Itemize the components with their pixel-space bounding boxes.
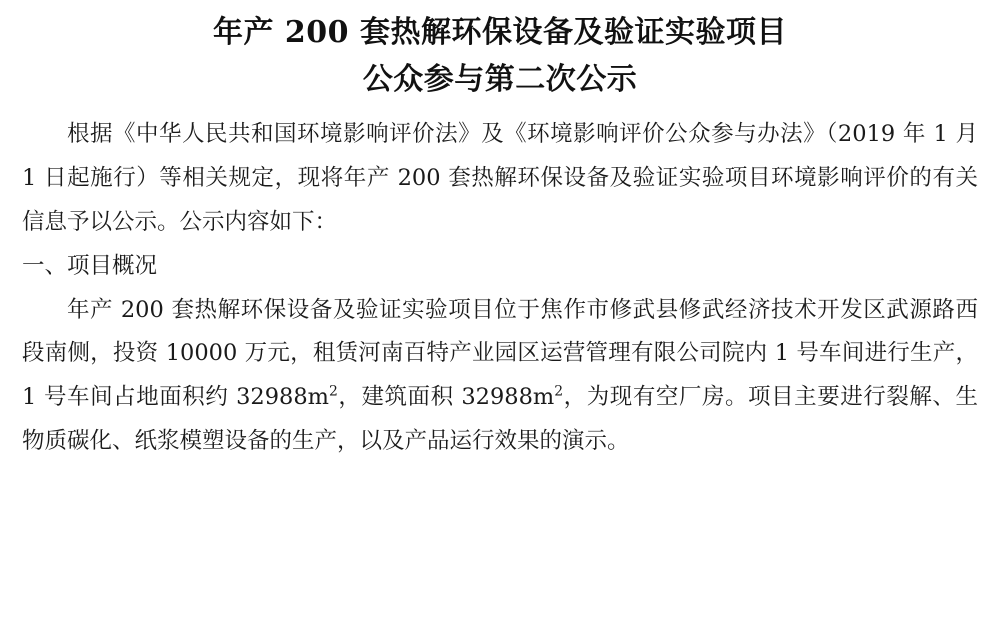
project-overview-part-1: 年产 200 套热解环保设备及验证实验项目位于焦作市修武县修武经济技术开发区武源路西段南侧，投资 10000 万元，租赁河南百特产业园区运营管理有限公司院内 1 号车间进行生产，1 号车间占地面积约 32988m	[22, 296, 978, 411]
area-superscript-2: 2	[554, 383, 564, 400]
page-title-line-2: 公众参与第二次公示	[362, 61, 638, 97]
page-title-line-1: 年产 200 套热解环保设备及验证实验项目	[212, 15, 787, 50]
page-title	[22, 10, 978, 103]
project-overview-part-2: ，建筑面积 32988m	[337, 384, 555, 411]
project-overview-part-3: ，为现有空厂房。项目主要进行裂解、生物质碳化、纸浆模塑设备的生产，以及产品运行效果的演示。	[22, 384, 978, 455]
section-heading-project-overview: 一、项目概况	[22, 252, 158, 279]
intro-paragraph: 根据《中华人民共和国环境影响评价法》及《环境影响评价公众参与办法》（2019 年 1 月 1 日起施行）等相关规定，现将年产 200 套热解环保设备及验证实验项目环境影响评价的有关信息予以公示。公示内容如下：	[22, 121, 978, 235]
project-overview-paragraph	[22, 289, 978, 465]
area-superscript-1: 2	[329, 383, 338, 400]
